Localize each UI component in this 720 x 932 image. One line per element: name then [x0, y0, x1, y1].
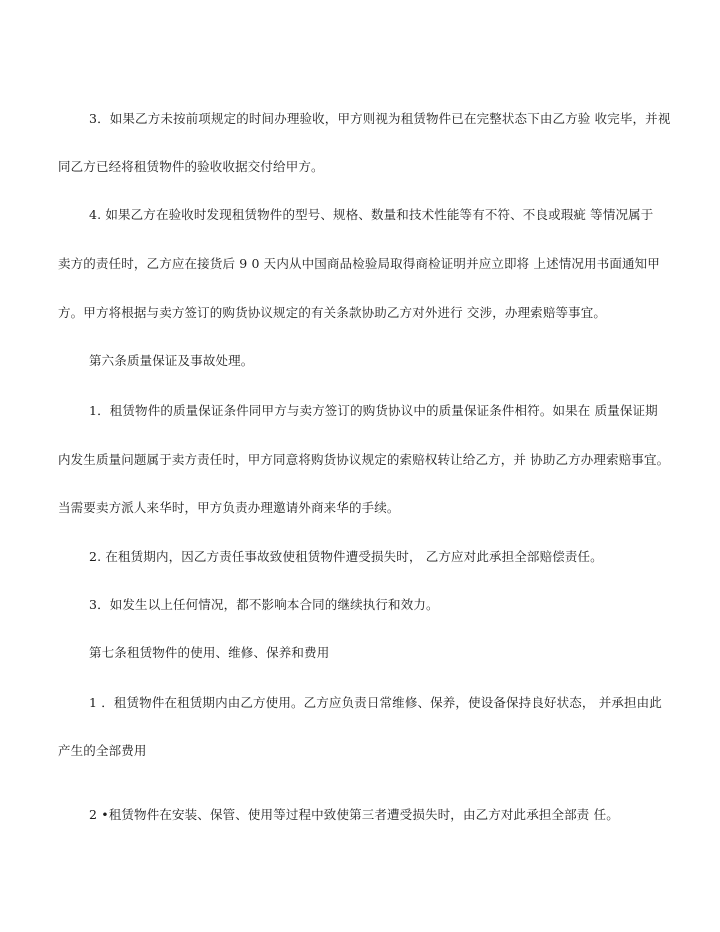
paragraph-7-1-line-2: 产生的全部费用 — [58, 743, 147, 758]
paragraph-5-4-line-1: 4. 如果乙方在验收时发现租赁物件的型号、规格、数量和技术性能等有不符、不良或瑕疵 等情况属于 — [89, 207, 654, 222]
paragraph-5-3-line-2: 同乙方已经将租赁物件的验收收据交付给甲方。 — [58, 159, 324, 174]
paragraph-5-4-line-3: 方。甲方将根据与卖方签订的购货协议规定的有关条款协助乙方对外进行 交涉，办理索赔等事宜。 — [58, 305, 607, 320]
paragraph-7-1-line-1: 1 ．租赁物件在租赁期内由乙方使用。乙方应负责日常维修、保养，使设备保持良好状态， 并承担由此 — [89, 695, 662, 710]
article-7-heading: 第七条租赁物件的使用、维修、保养和费用 — [89, 645, 330, 660]
paragraph-5-3-line-1: 3．如果乙方未按前项规定的时间办理验收，甲方则视为租赁物件已在完整状态下由乙方验 收完毕，并视 — [89, 111, 671, 126]
paragraph-6-3: 3．如发生以上任何情况，都不影响本合同的继续执行和效力。 — [89, 597, 439, 612]
paragraph-6-2: 2. 在租赁期内，因乙方责任事故致使租赁物件遭受损失时， 乙方应对此承担全部赔偿责任。 — [89, 549, 603, 564]
paragraph-5-4-line-2: 卖方的责任时，乙方应在接货后 9 0 天内从中国商品检验局取得商检证明并应立即将 上述情况用书面通知甲 — [58, 256, 660, 271]
article-6-heading: 第六条质量保证及事故处理。 — [89, 353, 254, 368]
paragraph-7-2: 2 •租赁物件在安装、保管、使用等过程中致使第三者遭受损失时，由乙方对此承担全部责 任。 — [89, 807, 619, 822]
paragraph-6-1-line-2: 内发生质量问题属于卖方责任时，甲方同意将购货协议规定的索赔权转让给乙方，并 协助乙方办理索赔事宜。 — [58, 452, 670, 467]
paragraph-6-1-line-3: 当需要卖方派人来华时，甲方负责办理邀请外商来华的手续。 — [58, 500, 400, 515]
paragraph-6-1-line-1: 1．租赁物件的质量保证条件同甲方与卖方签订的购货协议中的质量保证条件相符。如果在 质量保证期 — [89, 403, 658, 418]
